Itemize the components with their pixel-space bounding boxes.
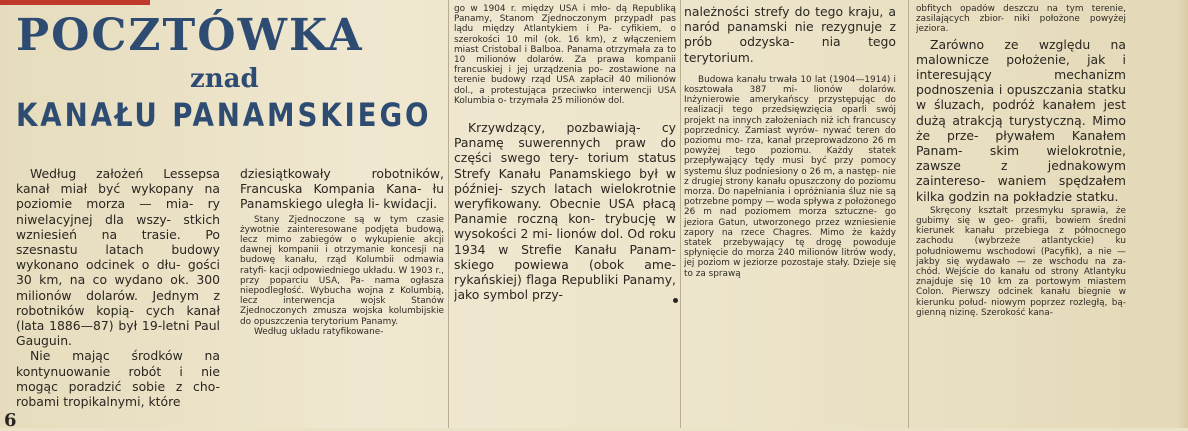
paragraph: go w 1904 r. między USA i mło- dą Republiką Panamy, Stanom Zjednoczonym przypadł pas lądu między Atlantykiem i Pa- cyfikiem, o szerokości 10 mil (ok. 16 km), z włączeniem miast Cristobal i Balboa. Panama otrzymała za to 10 milionów dolarów. Za prawa kompanii francuskiej i jej urządzenia po- zostawione na terenie budowy rząd USA zapłacił 40 milionów dol., a protestująca przeciwko interwencji USA Kolumbia o- trzymała 25 milionów dol. (454, 4, 676, 106)
column-rule (908, 0, 909, 428)
paragraph: dziesiątkowały robotników, Francuska Kompania Kana- łu Panamskiego uległa li- kwidacji. (240, 166, 444, 212)
bullet-mark (673, 298, 678, 303)
paragraph: Stany Zjednoczone są w tym czasie żywotnie zainteresowane podjęta budową, lecz mimo zabiegów o wykupienie akcji dawnej kompanii i otrzymanie koncesji na budowę kanału, rząd Kolumbii odmawia ratyfi- kacji odpowiedniego układu. W 1903 r., przy poparciu USA, Pa- nama ogłasza niepodległość. Wybucha wojna z Kolumbią, lecz interwencja wojsk Stanów Zjednoczonych zmusza wojska kolumbijskie do opuszczenia terytorium Panamy. (240, 214, 444, 327)
paragraph: obfitych opadów deszczu na tym terenie, zasilających zbior- niki położone powyżej jeziora. (916, 4, 1126, 35)
paragraph: Skręcony kształt przesmyku sprawia, że gubimy się w geo- grafii, bowiem średni kierunek kanału przebiega z północnego zachodu (wybrzeże atlantyckie) ku południowemu wschodowi (Pacyfik), a nie — jakby się wydawało — ze wschodu na za- chód. Wejście do kanału od strony Atlantyku znajduje się 10 km za portowym miastem Colon. Pierwszy odcinek kanału biegnie w kierunku połud- niowym poprzez rozległą, bą- gienną nizinę. Szerokość kana- (916, 205, 1126, 318)
paragraph: Według założeń Lessepsa kanał miał być wykopany na poziomie morza — mia- ry niwelacyjnej dla wszy- stkich wzniesień na trasie. Po szesnastu latach budowy wykonano odcinek o dłu- gości 30 km, na co wydano ok. 300 milionów dolarów. Jednym z robotników kopią- cych kanał (lata 1886—87) był 19-letni Paul Gauguin. (16, 166, 220, 349)
paragraph: należności strefy do tego kraju, a naród panamski nie rezygnuje z prób odzyska- nia tego terytorium. (684, 4, 896, 65)
column-rule (680, 0, 681, 428)
column-4 (684, 4, 896, 424)
column-2 (240, 166, 444, 416)
page-number: 6 (4, 410, 17, 431)
paragraph: Zarówno ze względu na malownicze położenie, jak i interesujący mechanizm podnoszenia i opuszczania statku w śluzach, podróż kanałem jest dużą atrakcją turystyczną. Mimo że prze- pływałem Kanałem Panam- skim wielokrotnie, zawsze z jednakowym zaintereso- waniem spędzałem kilka godzin na pokładzie statku. (916, 36, 1126, 204)
headline-line3: KANAŁU PANAMSKIEGO (16, 96, 432, 134)
paragraph: Budowa kanału trwała 10 lat (1904—1914) i kosztowała 387 mi- lionów dolarów. Inżynierowie amerykańscy przystępując do realizacji tego przedsięwzięcia oparli swój projekt na innych założeniach niż ich francuscy poprzednicy. Zamiast wyrów- nywać teren do poziomu mo- rza, kanał przeprowadzono 26 m powyżej tego poziomu. Każdy statek przepływający tędy musi być przy pomocy systemu śluz podniesiony o 26 m, a następ- nie z drugiej strony kanału opuszczony do poziomu morza. Do napełniania i opróżniania śluz nie są potrzebne pompy — woda spływa z położonego 26 m nad poziomem morza sztuczne- go jeziora Gatun, utworzonego przez wzniesienie zapory na rzece Chagres. Mimo że każdy statek przebywający tę drogę powoduje spłynięcie do morza 240 milionów litrów wody, jej poziom w jeziorze pozostaje stały. Dzieje się to za sprawą (684, 74, 896, 279)
headline-line2: znad (190, 64, 259, 94)
torn-edge (1178, 0, 1188, 428)
paragraph: Krzywdzący, pozbawiają- cy Panamę suwerennych praw do części swego tery- torium status Strefy Kanału Panamskiego był w później- szych latach wielokrotnie weryfikowany. Obecnie USA płacą Panamie roczną kon- trybucję w wysokości 2 mi- lionów dol. Od roku 1934 w Strefie Kanału Panam- skiego powiewa (obok ame- rykańskiej) flaga Republiki Panamy, jako symbol przy- (454, 120, 676, 303)
red-accent-bar (0, 0, 150, 5)
paragraph: Nie mając środków na kontynuowanie robót i nie mogąc poradzić sobie z cho- robami tropikalnymi, które (16, 348, 220, 410)
paragraph: Według układu ratyfikowane- (254, 326, 384, 337)
column-1 (16, 166, 220, 414)
column-5 (916, 4, 1126, 424)
column-rule (448, 0, 449, 428)
column-3 (454, 4, 676, 424)
headline-line1: POCZTÓWKA (16, 10, 364, 61)
